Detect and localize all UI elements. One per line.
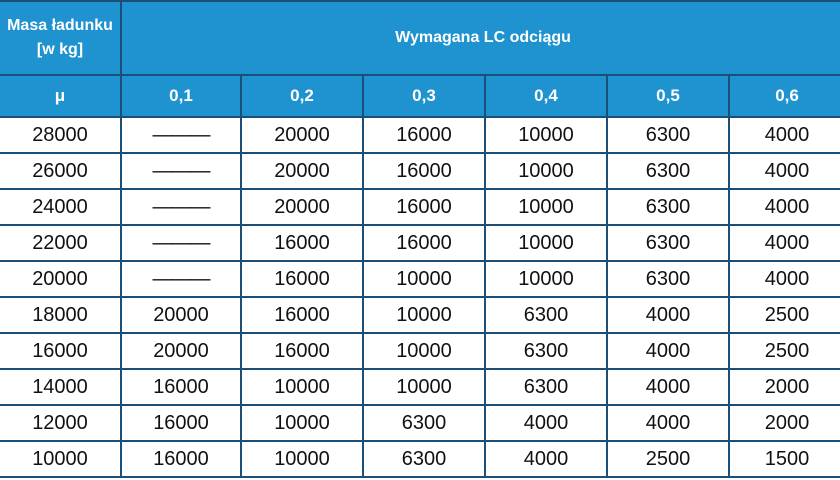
lc-value-cell: 16000 <box>121 405 241 441</box>
header-cargo-mass <box>0 1 121 75</box>
lc-value-cell: 20000 <box>241 153 363 189</box>
header-mu-column: 0,5 <box>607 75 729 117</box>
lc-value-cell: 16000 <box>363 225 485 261</box>
lc-value-cell: 6300 <box>485 297 607 333</box>
lc-value-cell: 1500 <box>729 441 840 477</box>
cargo-mass-cell: 28000 <box>0 117 121 153</box>
cargo-mass-cell: 12000 <box>0 405 121 441</box>
lc-value-cell: 2500 <box>729 297 840 333</box>
lc-value-cell: 6300 <box>485 333 607 369</box>
table-row <box>0 441 840 477</box>
lc-value-cell: 2000 <box>729 405 840 441</box>
cargo-mass-cell: 22000 <box>0 225 121 261</box>
cargo-mass-cell: 26000 <box>0 153 121 189</box>
lc-value-cell: 4000 <box>485 441 607 477</box>
lc-value-cell: 6300 <box>485 369 607 405</box>
lc-value-cell: 16000 <box>241 297 363 333</box>
header-cargo-mass-line2: [w kg] <box>36 41 84 58</box>
lc-value-cell: 6300 <box>607 225 729 261</box>
lc-value-cell: 10000 <box>485 117 607 153</box>
lc-value-cell: 16000 <box>121 441 241 477</box>
lc-value-cell: 4000 <box>729 117 840 153</box>
header-mu: μ <box>0 75 121 117</box>
cargo-mass-cell: 24000 <box>0 189 121 225</box>
lc-value-cell: 4000 <box>607 405 729 441</box>
lc-value-cell: 4000 <box>729 261 840 297</box>
lc-value-cell: 10000 <box>485 225 607 261</box>
lc-value-cell: 2000 <box>729 369 840 405</box>
table-row <box>0 297 840 333</box>
lc-value-cell: 10000 <box>363 297 485 333</box>
lc-value-cell: 16000 <box>363 117 485 153</box>
lc-value-cell: 4000 <box>607 369 729 405</box>
table-row <box>0 333 840 369</box>
lc-value-cell: 20000 <box>241 117 363 153</box>
table-row <box>0 225 840 261</box>
lc-value-cell: 6300 <box>607 189 729 225</box>
lc-value-cell: ——— <box>121 225 241 261</box>
lc-value-cell: 6300 <box>607 261 729 297</box>
lc-value-cell: 6300 <box>363 405 485 441</box>
header-row-friction <box>0 75 840 117</box>
lc-value-cell: 4000 <box>607 297 729 333</box>
lc-value-cell: 16000 <box>241 225 363 261</box>
lc-value-cell: 6300 <box>607 153 729 189</box>
lc-value-cell: 10000 <box>363 333 485 369</box>
lc-value-cell: 10000 <box>241 441 363 477</box>
lc-value-cell: ——— <box>121 153 241 189</box>
lc-value-cell: ——— <box>121 261 241 297</box>
table-body <box>0 117 840 477</box>
table-row <box>0 153 840 189</box>
header-mu-column: 0,2 <box>241 75 363 117</box>
lc-value-cell: 20000 <box>121 333 241 369</box>
cargo-mass-cell: 14000 <box>0 369 121 405</box>
lc-value-cell: 20000 <box>121 297 241 333</box>
table-row <box>0 369 840 405</box>
lc-value-cell: 4000 <box>729 153 840 189</box>
lc-value-cell: 10000 <box>241 405 363 441</box>
lc-value-cell: 4000 <box>607 333 729 369</box>
lc-value-cell: ——— <box>121 189 241 225</box>
lc-value-cell: 16000 <box>241 261 363 297</box>
header-required-lc: Wymagana LC odciągu <box>121 1 840 75</box>
lc-value-cell: 4000 <box>729 189 840 225</box>
cargo-mass-cell: 16000 <box>0 333 121 369</box>
table-row <box>0 405 840 441</box>
lc-value-cell: 16000 <box>121 369 241 405</box>
table-row <box>0 189 840 225</box>
lc-value-cell: 10000 <box>485 189 607 225</box>
header-mu-column: 0,4 <box>485 75 607 117</box>
lc-value-cell: ——— <box>121 117 241 153</box>
lc-value-cell: 16000 <box>241 333 363 369</box>
lc-value-cell: 16000 <box>363 189 485 225</box>
lc-value-cell: 10000 <box>485 261 607 297</box>
lc-value-cell: 16000 <box>363 153 485 189</box>
lc-value-cell: 10000 <box>241 369 363 405</box>
lc-value-cell: 10000 <box>363 261 485 297</box>
lc-value-cell: 6300 <box>607 117 729 153</box>
header-mu-column: 0,6 <box>729 75 840 117</box>
cargo-mass-cell: 20000 <box>0 261 121 297</box>
lc-value-cell: 10000 <box>485 153 607 189</box>
lc-value-cell: 2500 <box>729 333 840 369</box>
header-mu-column: 0,1 <box>121 75 241 117</box>
lc-value-cell: 2500 <box>607 441 729 477</box>
lc-value-cell: 20000 <box>241 189 363 225</box>
lc-value-cell: 4000 <box>485 405 607 441</box>
lc-value-cell: 4000 <box>729 225 840 261</box>
cargo-mass-cell: 10000 <box>0 441 121 477</box>
lc-value-cell: 10000 <box>363 369 485 405</box>
cargo-mass-cell: 18000 <box>0 297 121 333</box>
header-row-top <box>0 1 840 75</box>
lc-value-cell: 6300 <box>363 441 485 477</box>
header-cargo-mass-line1: Masa ładunku <box>7 17 113 34</box>
header-mu-column: 0,3 <box>363 75 485 117</box>
table-row <box>0 117 840 153</box>
table-row <box>0 261 840 297</box>
